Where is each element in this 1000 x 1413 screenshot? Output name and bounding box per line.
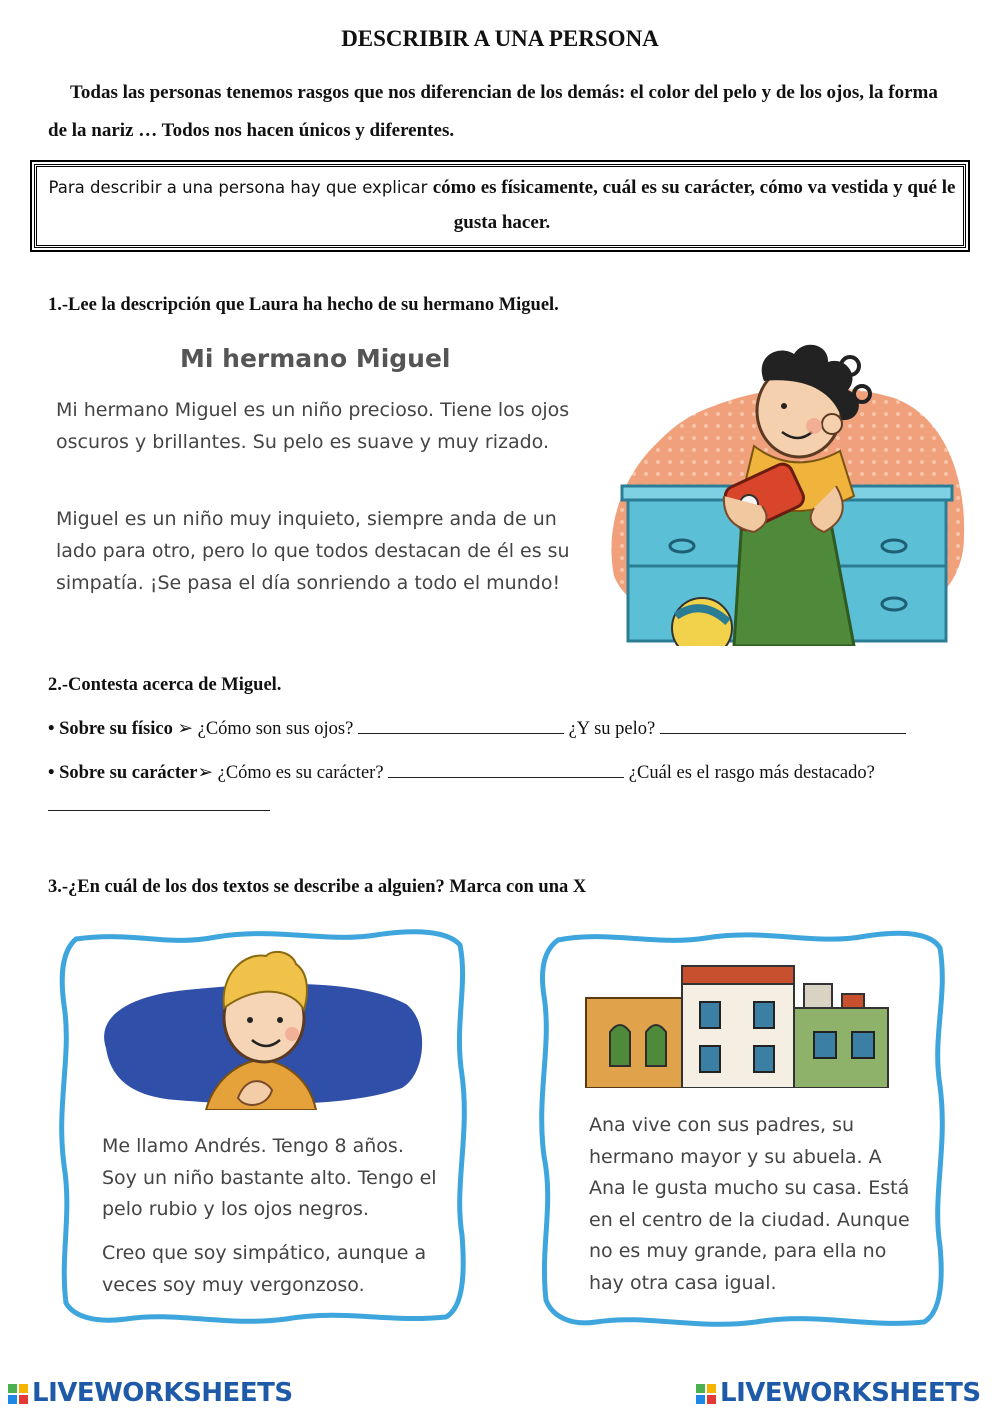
logo-text-right: LIVEWORKSHEETS	[720, 1378, 981, 1408]
card-2-paragraph: Ana vive con sus padres, su hermano mayor y su abuela. A Ana le gusta mucho su casa. Está en el centro de la ciudad. Aunque no es muy grande, para ella no hay otra casa igual.	[589, 1114, 910, 1294]
eyes-answer-field[interactable]	[358, 717, 564, 734]
arrow-icon: ➢	[197, 763, 213, 783]
note-plain: Para describir a una persona hay que explicar	[48, 178, 433, 197]
intro-text: Todas las personas tenemos rasgos que nos diferencian de los demás: el color del pelo y de los ojos, la forma de la nariz … Todos nos hacen únicos y diferentes.	[48, 82, 938, 141]
page-title: DESCRIBIR A UNA PERSONA	[341, 26, 659, 51]
intro-paragraph	[48, 74, 953, 150]
story-title: Mi hermano Miguel	[180, 344, 451, 373]
arrow-icon: ➢	[177, 719, 193, 739]
note-bold: cómo es físicamente, cuál es su carácter, cómo va vestida y qué le gusta hacer.	[432, 177, 956, 233]
story-paragraph-1: Mi hermano Miguel es un niño precioso. Tiene los ojos oscuros y brillantes. Su pelo es suave y muy rizado.	[56, 399, 570, 453]
liveworksheets-badge-icon	[8, 1384, 28, 1404]
card-1-paragraph-2: Creo que soy simpático, aunque a veces soy muy vergonzoso.	[102, 1242, 427, 1296]
note-text	[44, 170, 960, 240]
miguel-illustration	[604, 336, 970, 646]
question-2: 2.-Contesta acerca de Miguel.	[48, 675, 282, 695]
character-label: • Sobre su carácter	[48, 763, 198, 783]
character-answer-field[interactable]	[388, 761, 624, 778]
physical-row	[48, 717, 906, 740]
logo-text-left: LIVEWORKSHEETS	[32, 1378, 293, 1408]
physical-label: • Sobre su físico	[48, 719, 173, 739]
liveworksheets-badge-icon	[696, 1384, 716, 1404]
hair-answer-field[interactable]	[660, 717, 906, 734]
question-3: 3.-¿En cuál de los dos textos se describe a alguien? Marca con una X	[48, 877, 587, 897]
character-row	[48, 761, 875, 784]
eyes-question: ¿Cómo son sus ojos?	[197, 719, 354, 739]
trait-answer-field[interactable]	[48, 794, 270, 811]
hair-question: ¿Y su pelo?	[568, 719, 656, 739]
question-1: 1.-Lee la descripción que Laura ha hecho de su hermano Miguel.	[48, 295, 559, 315]
liveworksheets-logo-left[interactable]	[8, 1378, 293, 1408]
card-1-paragraph-1: Me llamo Andrés. Tengo 8 años. Soy un niño bastante alto. Tengo el pelo rubio y los ojos negros.	[102, 1135, 437, 1220]
character-question: ¿Cómo es su carácter?	[217, 763, 384, 783]
liveworksheets-logo-right[interactable]	[696, 1378, 981, 1408]
andres-illustration	[96, 948, 426, 1110]
trait-question: ¿Cuál es el rasgo más destacado?	[628, 763, 875, 783]
story-paragraph-2: Miguel es un niño muy inquieto, siempre anda de un lado para otro, pero lo que todos destacan de él es su simpatía. ¡Se pasa el día sonriendo a todo el mundo!	[56, 508, 570, 594]
house-illustration	[582, 962, 906, 1088]
